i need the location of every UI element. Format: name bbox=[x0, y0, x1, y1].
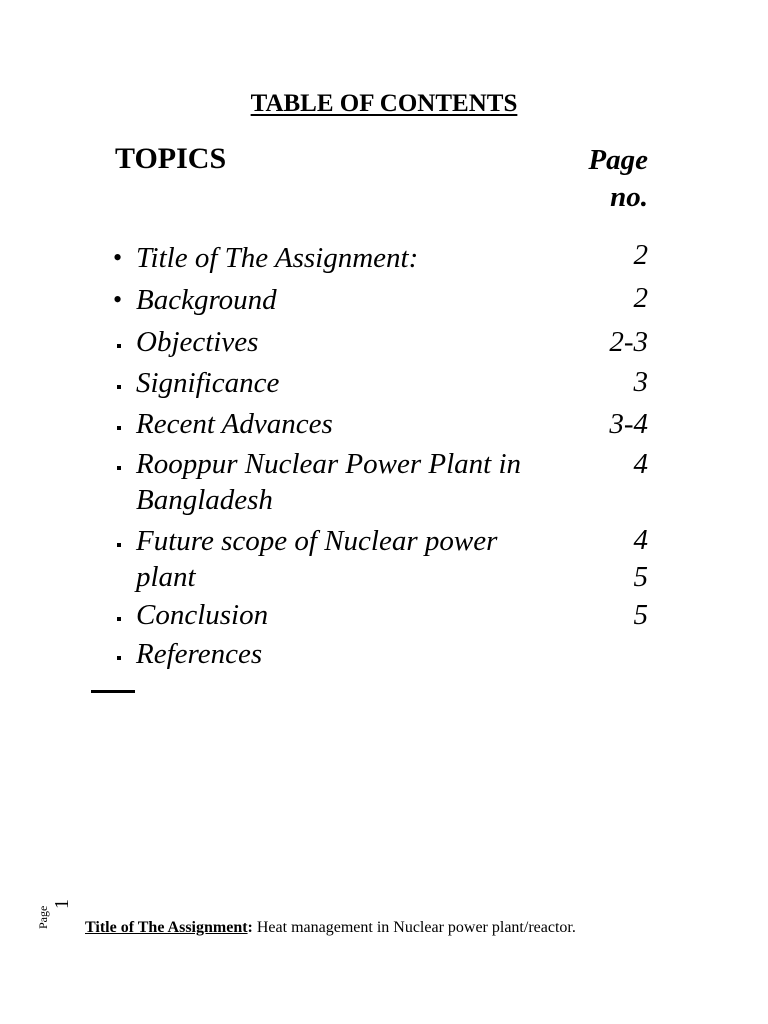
toc-entry-text: Title of The Assignment: bbox=[136, 242, 419, 274]
toc-page-number: 4 bbox=[633, 524, 648, 556]
toc-entry-text: References bbox=[136, 638, 263, 670]
round-bullet-icon: • bbox=[113, 285, 123, 314]
toc-entry-text: Background bbox=[136, 284, 277, 316]
toc-page-number: 5 bbox=[633, 599, 648, 631]
toc-page-number: 3-4 bbox=[609, 408, 648, 440]
toc-entry-text: Significance bbox=[136, 367, 280, 399]
page-number-header: Page no. bbox=[588, 144, 648, 213]
assignment-title-text: Heat management in Nuclear power plant/reactor. bbox=[252, 919, 576, 936]
toc-page-number: 3 bbox=[633, 366, 648, 398]
toc-entry-text: Rooppur Nuclear Power Plant in Bangladesh bbox=[136, 448, 522, 516]
toc-page-number: 2-3 bbox=[609, 326, 648, 358]
toc-entry-text: Objectives bbox=[136, 326, 259, 358]
divider-line bbox=[91, 690, 135, 693]
toc-entry-text: Conclusion bbox=[136, 599, 269, 631]
document-title: TABLE OF CONTENTS bbox=[250, 90, 518, 117]
page-marker-number: 1 bbox=[51, 899, 73, 909]
toc-page-number: 4 bbox=[633, 448, 648, 480]
toc-entry-text: Recent Advances bbox=[136, 408, 333, 440]
page-marker bbox=[22, 895, 73, 935]
page-marker-label: Page bbox=[36, 905, 50, 929]
assignment-title-label: Title of The Assignment bbox=[85, 919, 248, 936]
assignment-title-colon: : bbox=[247, 919, 253, 936]
round-bullet-icon: • bbox=[113, 243, 123, 272]
assignment-title-line bbox=[85, 919, 576, 937]
topics-header: TOPICS bbox=[115, 142, 227, 175]
toc-entry-text: Future scope of Nuclear power plant bbox=[136, 525, 498, 593]
toc-page-number: 2 bbox=[633, 282, 648, 314]
toc-page-number: 2 bbox=[633, 239, 648, 271]
toc-page-number: 5 bbox=[633, 561, 648, 593]
